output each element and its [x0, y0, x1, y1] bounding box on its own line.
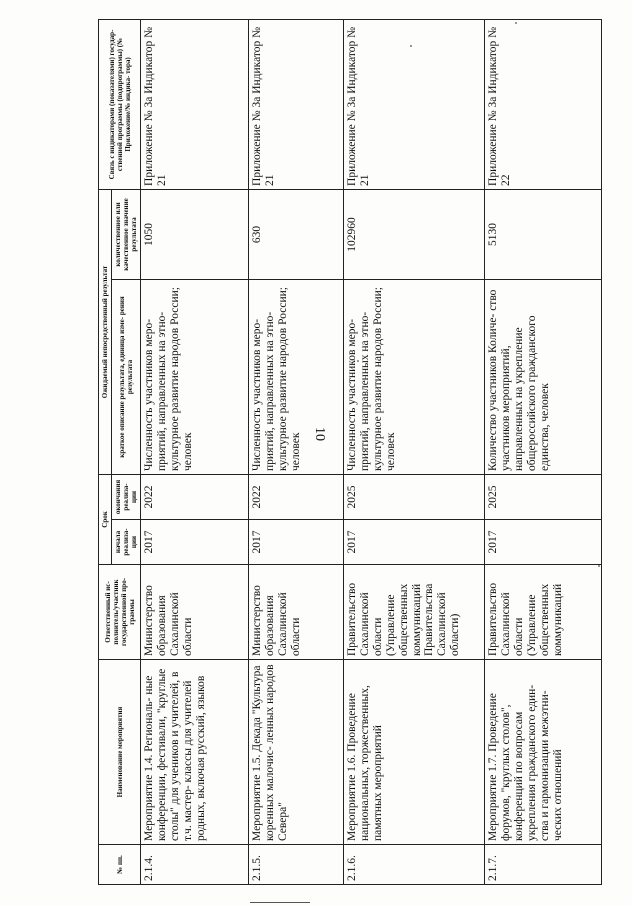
header-expected-value: количественное или качественное значение результата	[112, 189, 141, 279]
cell-desc: Количество участников Количе- ство участников мероприятий, направленных на укрепление общероссийского гражданского единства, человек	[485, 279, 602, 474]
table-row	[485, 19, 602, 884]
cell-desc: Численность участников меро- приятий, направленных на этно- культурное развитие народов России; человек	[141, 279, 249, 474]
header-no: № пп.	[99, 845, 141, 885]
cell-start: 2017	[249, 520, 344, 565]
cell-link: Приложение № За Индикатор № 21	[141, 19, 249, 189]
cell-no: 2.1.7.	[485, 845, 602, 885]
header-term: Срок	[99, 474, 112, 564]
cell-no: 2.1.5.	[249, 845, 344, 885]
cell-start: 2017	[485, 520, 602, 565]
cell-no: 2.1.4.	[141, 845, 249, 885]
cell-no: 2.1.6.	[344, 845, 485, 885]
cell-link: Приложение № За Индикатор № 21	[249, 19, 344, 189]
cell-desc: Численность участников меро- приятий, направленных на этно- культурное развитие народов России; человек	[249, 279, 344, 474]
cell-value: 102960	[344, 189, 485, 279]
cell-end: 2022	[249, 474, 344, 519]
cell-value: 5130	[485, 189, 602, 279]
header-link: Связь с индикаторами (показателями) государ- ственной программы (подпрограммы) (№ Приложение/№ индика- тора)	[99, 19, 141, 189]
cell-name: Мероприятие 1.6. Проведение национальных, торжественных, памятных мероприятий	[344, 660, 485, 845]
cell-responsible: Министерство образования Сахалинской области	[141, 565, 249, 660]
cell-value: 630	[249, 189, 344, 279]
header-responsible: Ответственный ис- полнитель/участник государственной про- граммы	[99, 565, 141, 660]
cell-name: Мероприятие 1.4. Региональ- ные конференции, фестивали, "круглые столы" для учеников и учителей, в т.ч. мастер- классы для учителей родных, включая русский, языков	[141, 660, 249, 845]
table-row	[344, 19, 485, 884]
table-row	[249, 19, 344, 884]
cell-responsible: Правительство Сахалинской области (Управление общественных коммуникаций	[485, 565, 602, 660]
cell-responsible: Правительство Сахалинской области (Управление общественных коммуникаций Правительства Сахалинской области)	[344, 565, 485, 660]
page-number: 10	[312, 427, 327, 441]
cell-end: 2025	[485, 474, 602, 519]
header-row-1	[99, 19, 112, 884]
cell-name: Мероприятие 1.7. Проведение форумов, "круглых столов", конференций по вопросам укрепления гражданского един- ства и гармонизации межэтни- ческих отношений	[485, 660, 602, 845]
scan-artifact-line	[250, 902, 310, 903]
cell-start: 2017	[141, 520, 249, 565]
cell-desc: Численность участников меро- приятий, направленных на этно- культурное развитие народов России; человек	[344, 279, 485, 474]
cell-end: 2025	[344, 474, 485, 519]
table-row	[141, 19, 249, 884]
cell-responsible: Министерство образования Сахалинской области	[249, 565, 344, 660]
cell-link: Приложение № За Индикатор № 22	[485, 19, 602, 189]
header-term-end: окончания реализа- ции	[112, 474, 141, 519]
header-expected: Ожидаемый непосредственный результат	[99, 189, 112, 474]
header-expected-desc: краткое описание результата, единица изме- рения результата	[112, 279, 141, 474]
cell-value: 1050	[141, 189, 249, 279]
cell-link: Приложение № За Индикатор № 21	[344, 19, 485, 189]
header-name: Наименование мероприятия	[99, 660, 141, 845]
cell-start: 2017	[344, 520, 485, 565]
cell-name: Мероприятие 1.5. Декада "Культура коренных малочис- ленных народов Севера"	[249, 660, 344, 845]
cell-end: 2022	[141, 474, 249, 519]
rotated-table-wrapper	[98, 20, 563, 885]
header-term-start: начала реализа- ции	[112, 520, 141, 565]
measures-table	[98, 19, 602, 885]
